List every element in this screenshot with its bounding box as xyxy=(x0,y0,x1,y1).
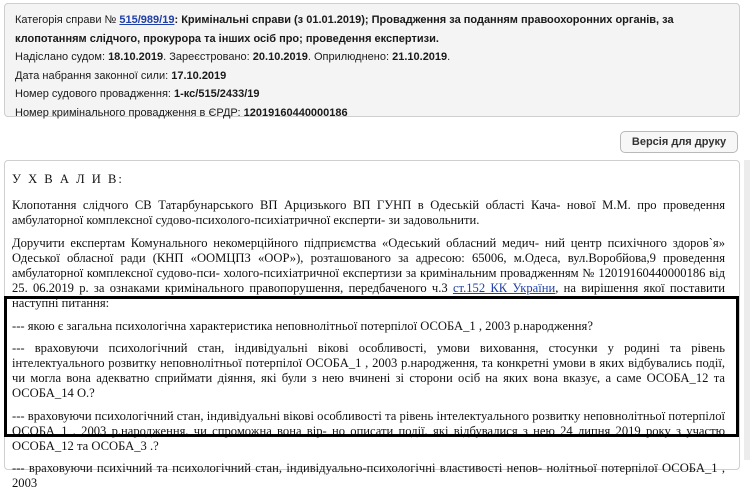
sent-label: Надіслано судом: xyxy=(15,51,105,63)
category-value: : Кримінальні справи (з 01.01.2019); Провадження за поданням правоохоронних органів, за клопотанням слідчого, прокурора та інших осіб про; проведення експертизи. xyxy=(15,14,674,45)
court-proceeding-row xyxy=(15,85,729,104)
document-text xyxy=(12,172,725,499)
dates-row: Надіслано судом: 18.10.2019. Зареєстровано: 20.10.2019. Оприлюднено: 21.10.2019. xyxy=(15,51,451,63)
published-date: 21.10.2019 xyxy=(392,51,448,63)
case-metadata-panel xyxy=(4,3,740,117)
question-4: --- враховуючи психічний та психологічний стан, індивідуально-психологічні властивості непов- нолітньої потерпілої ОСОБА_1 , 2003 xyxy=(12,461,725,491)
question-3: --- враховуючи психологічний стан, індивідуальні вікові особливості та рівень інтелектуального розвитку неповнолітньої потерпілої ОСОБА_1 , 2003 р.народження, чи спроможна вона вір- но описати події, які відбувалися з нею 24 липня 2019 року з участю ОСОБА_12 та ОСОБА_3 .? xyxy=(12,408,725,454)
scrollbar[interactable] xyxy=(744,160,750,460)
criminal-proceeding-number: 12019160440000186 xyxy=(243,106,348,119)
criminal-proceeding-label: Номер кримінального провадження в ЄРДР: xyxy=(15,106,241,119)
registered-date: 20.10.2019 xyxy=(252,51,308,63)
question-1: --- якою є загальна психологічна характеристика неповнолітньої потерпілої ОСОБА_1 , 2003 р.народження? xyxy=(12,318,593,333)
legal-force-row xyxy=(15,67,729,86)
criminal-code-link[interactable]: ст.152 КК України xyxy=(452,281,556,296)
criminal-proceeding-row xyxy=(15,104,729,123)
legal-force-date: 17.10.2019 xyxy=(171,69,227,82)
case-category-row xyxy=(15,11,729,48)
court-proceeding-number: 1-кс/515/2433/19 xyxy=(174,88,260,100)
paragraph-assign-experts: Доручити експертам Комунального некомерційного підприємства «Одеський обласний медич- ний центр психічного здоров`я» Одеської обласної ради (КНП «ООМЦПЗ «ООР»), розташованого за адресою: 65006, м.Одеса, вул.Воробйова,9 проведення амбулаторної комплексної судово-пси- холого-психіатричної експертизи за кримінальним провадженням № 12019160440000186 від 25. 06.2019 р. за ознаками кримінального правопорушення, передбаченого ч.3 ст.152 КК України, на вирішення якої поставити наступні питання: xyxy=(12,235,725,311)
category-label: Категорія справи № xyxy=(15,14,117,26)
sent-date: 18.10.2019 xyxy=(108,51,164,63)
court-proceeding-label: Номер судового провадження: xyxy=(15,88,171,100)
print-version-button[interactable]: Версія для друку xyxy=(620,131,738,153)
ruling-heading: У Х В А Л И В: xyxy=(12,172,124,186)
case-number-link[interactable]: 515/989/19 xyxy=(119,14,175,26)
legal-force-label: Дата набрання законної сили: xyxy=(15,69,169,82)
question-2: --- враховуючи психологічний стан, індивідуальні вікові особливості, умови виховання, стосунки у родині та рівень інтелектуального розвитку неповнолітньої потерпілої ОСОБА_1 , 2003 р.народження, та конкретні умови в яких відбувались події, чи могла вона адекватно сприймати діяння, які були з нею вчинені зі сторони осіб на яких вона вказує, а саме ОСОБА_12 та ОСОБА_14 О.? xyxy=(12,340,725,401)
registered-label: Зареєстровано: xyxy=(169,51,250,63)
paragraph-motion-granted: Клопотання слідчого СВ Татарбунарського ВП Арцизького ВП ГУНП в Одеській області Кача- нової М.М. про проведення амбулаторної комплексної судово-психолого-психіатричної експерти- зи задовольнити. xyxy=(12,198,725,228)
published-label: Оприлюднено: xyxy=(313,51,390,63)
